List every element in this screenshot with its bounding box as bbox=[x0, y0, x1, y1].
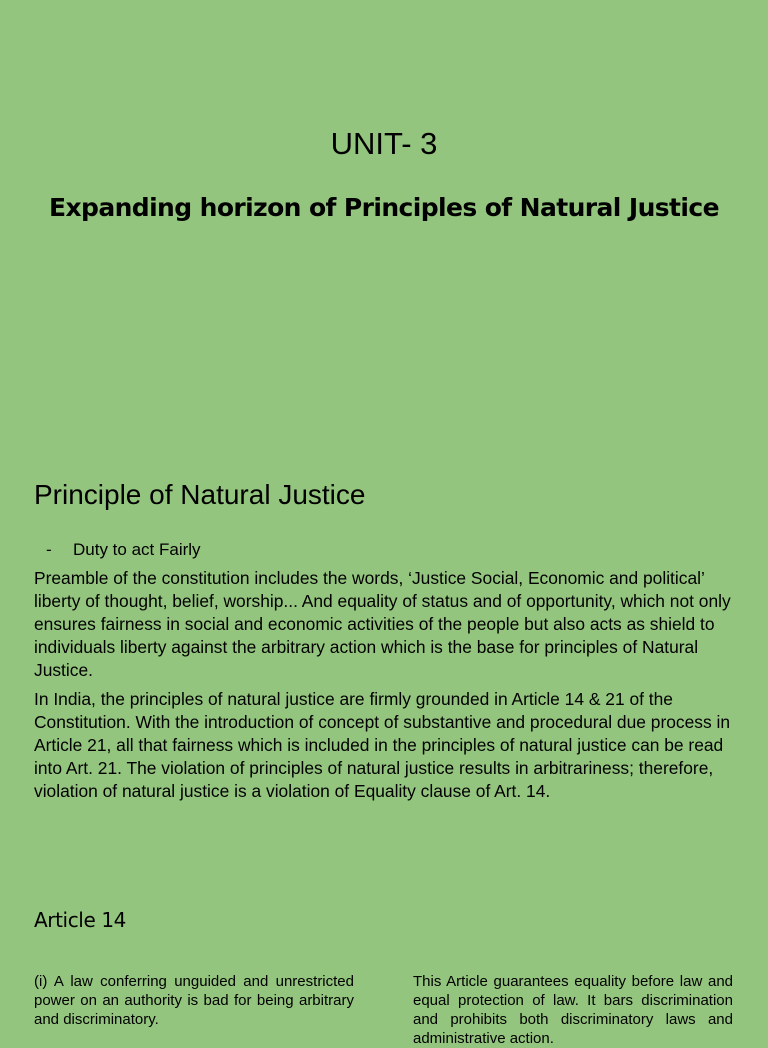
section-heading: Principle of Natural Justice bbox=[34, 479, 366, 510]
article-right-column: This Article guarantees equality before law and equal protection of law. It bars discrimination and prohibits both discriminatory laws and administrative action. bbox=[413, 973, 733, 1047]
paragraph-preamble: Preamble of the constitution includes the words, ‘Justice Social, Economic and political’ liberty of thought, belief, worship... And equality of status and of opportunity, which not only ensures fairness in social and economic activities of the people but also acts as shield to individuals liberty against the arbitrary action which is the base for principles of Natural Justice. bbox=[34, 568, 731, 680]
page-subtitle: Expanding horizon of Principles of Natural Justice bbox=[49, 193, 719, 222]
bullet-item bbox=[46, 539, 201, 561]
article-left-column: (i) A law conferring unguided and unrestricted power on an authority is bad for being arbitrary and discriminatory. bbox=[34, 973, 354, 1028]
paragraph-india: In India, the principles of natural justice are firmly grounded in Article 14 & 21 of the Constitution. With the introduction of concept of substantive and procedural due process in Article 21, all that fairness which is included in the principles of natural justice can be read into Art. 21. The violation of principles of natural justice results in arbitrariness; therefore, violation of natural justice is a violation of Equality clause of Art. 14. bbox=[34, 689, 731, 801]
unit-title: UNIT- 3 bbox=[330, 126, 438, 161]
bullet-text: Duty to act Fairly bbox=[73, 540, 201, 559]
article-heading: Article 14 bbox=[34, 908, 126, 932]
bullet-dash: - bbox=[46, 540, 52, 559]
